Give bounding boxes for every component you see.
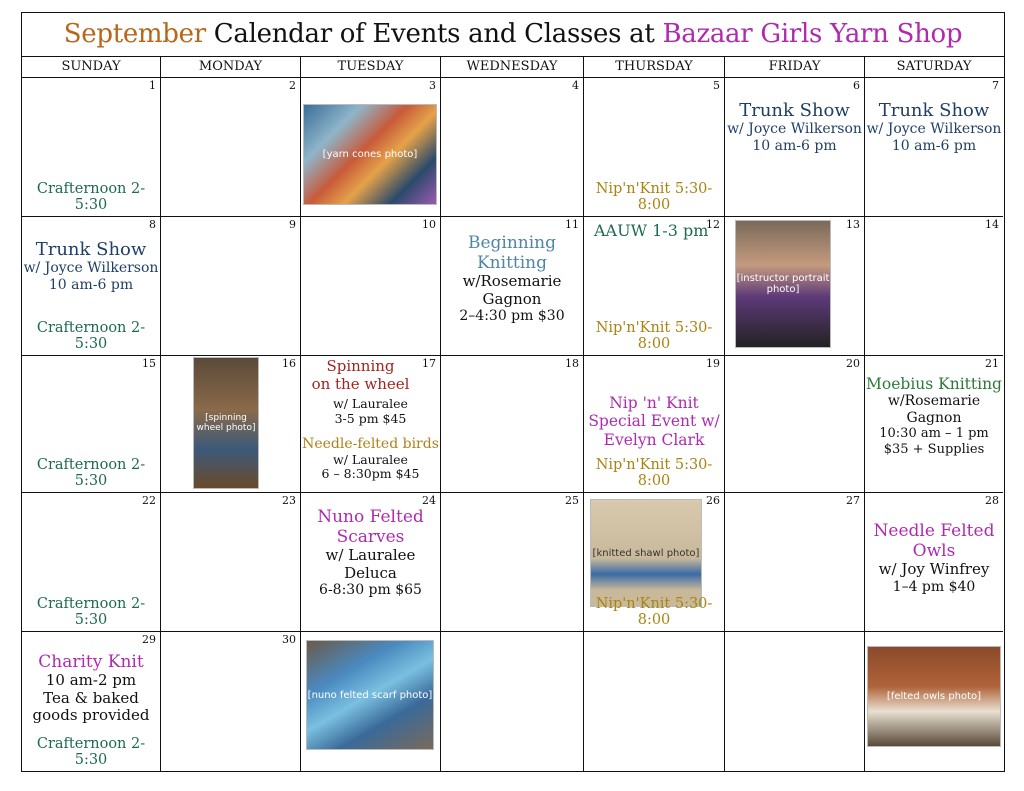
needle-felted-birds-event — [301, 436, 440, 482]
crafternoon-event: Crafternoon 2-5:30 — [36, 457, 146, 489]
crafternoon-event: Crafternoon 2-5:30 — [36, 736, 146, 768]
yarn-cones-photo: [yarn cones photo] — [303, 104, 437, 205]
calendar-title — [22, 13, 1004, 57]
day-cell-26 — [584, 493, 725, 632]
spinning-details — [301, 397, 440, 427]
day-cell-15 — [22, 356, 161, 493]
day-cell-13 — [725, 217, 865, 356]
day-cell-10 — [301, 217, 441, 356]
day-cell-6 — [725, 78, 865, 217]
day-cell-7 — [865, 78, 1003, 217]
beginning-knitting-event — [441, 233, 583, 325]
day-header-thursday: THURSDAY — [584, 56, 725, 77]
event-title: Nip 'n' Knit — [609, 394, 699, 412]
spinning-wheel-photo: [spinning wheel photo] — [193, 357, 259, 489]
event-title: Moebius Knitting — [866, 375, 1002, 393]
event-title: Beginning — [467, 233, 557, 253]
moebius-knitting-event — [865, 375, 1003, 457]
date-number: 25 — [565, 494, 579, 507]
event-description: goods provided — [32, 706, 150, 725]
day-header-friday: FRIDAY — [725, 56, 865, 77]
day-cell-21 — [865, 356, 1003, 493]
event-host: w/ Joyce Wilkerson — [23, 260, 159, 277]
date-number: 18 — [565, 357, 579, 370]
day-cell-14 — [865, 217, 1003, 356]
empty-cell — [441, 632, 584, 771]
date-number: 7 — [992, 79, 999, 92]
event-time: 10:30 am – 1 pm — [879, 426, 989, 442]
nip-n-knit-event: Nip'n'Knit 5:30-8:00 — [595, 181, 713, 213]
day-cell-20 — [725, 356, 865, 493]
day-header-saturday: SATURDAY — [896, 59, 972, 74]
event-title: Needle-felted birds — [302, 436, 439, 452]
date-number: 16 — [282, 357, 296, 370]
title-month: September — [63, 19, 206, 49]
knitted-shawl-photo: [knitted shawl photo] — [590, 499, 702, 607]
day-cell-1 — [22, 78, 161, 217]
nuno-felted-scarves-event — [301, 507, 440, 599]
weekday-header-row — [22, 56, 1004, 78]
nip-n-knit-event: Nip'n'Knit 5:30-8:00 — [595, 596, 713, 628]
nip-n-knit-event: Nip'n'Knit 5:30-8:00 — [595, 457, 713, 489]
date-number: 20 — [846, 357, 860, 370]
event-host: w/Rosemarie — [462, 272, 562, 291]
event-time: 10 am-6 pm — [891, 137, 977, 154]
event-title: Trunk Show — [35, 239, 147, 260]
date-number: 13 — [846, 218, 860, 231]
date-number: 11 — [565, 218, 579, 231]
date-number: 5 — [713, 79, 720, 92]
event-time: 10 am-6 pm — [48, 276, 134, 293]
day-cell-24 — [301, 493, 441, 632]
day-header-monday: MONDAY — [161, 56, 301, 77]
event-host: w/ Lauralee — [333, 396, 408, 411]
day-cell-27 — [725, 493, 865, 632]
event-title: Knitting — [476, 253, 548, 274]
date-number: 26 — [706, 494, 720, 507]
day-header-wednesday: WEDNESDAY — [441, 56, 584, 77]
day-cell-4 — [441, 78, 584, 217]
date-number: 30 — [282, 633, 296, 646]
trunk-show-event — [22, 239, 160, 293]
date-number: 1 — [149, 79, 156, 92]
event-description: Tea & baked — [43, 688, 139, 707]
date-number: 17 — [422, 357, 436, 370]
date-number: 19 — [706, 357, 720, 370]
empty-cell — [301, 632, 441, 771]
day-cell-5 — [584, 78, 725, 217]
needle-felted-owls-event — [865, 521, 1003, 595]
date-number: 6 — [853, 79, 860, 92]
aauw-event: AAUW 1-3 pm — [594, 221, 709, 240]
trunk-show-event — [725, 100, 864, 154]
event-title: Needle Felted — [873, 521, 995, 541]
date-number: 15 — [142, 357, 156, 370]
date-number: 2 — [289, 79, 296, 92]
event-title: Nuno Felted — [317, 507, 424, 527]
day-cell-19 — [584, 356, 725, 493]
date-number: 12 — [706, 218, 720, 231]
event-title: Scarves — [336, 527, 405, 548]
day-cell-12 — [584, 217, 725, 356]
date-number: 28 — [985, 494, 999, 507]
date-number: 8 — [149, 218, 156, 231]
day-cell-28 — [865, 493, 1003, 632]
date-number: 24 — [422, 494, 436, 507]
date-number: 22 — [142, 494, 156, 507]
day-cell-25 — [441, 493, 584, 632]
event-time-price: 1–4 pm $40 — [892, 578, 976, 595]
instructor-portrait-photo: [instructor portrait photo] — [735, 220, 831, 348]
date-number: 27 — [846, 494, 860, 507]
day-cell-16 — [161, 356, 301, 493]
nip-n-knit-event: Nip'n'Knit 5:30-8:00 — [595, 320, 713, 352]
event-time: 10 am-6 pm — [752, 137, 837, 154]
date-number: 23 — [282, 494, 296, 507]
date-number: 4 — [572, 79, 579, 92]
empty-cell — [865, 632, 1003, 771]
crafternoon-event: Crafternoon 2-5:30 — [36, 596, 146, 628]
calendar — [21, 12, 1005, 772]
day-cell-8 — [22, 217, 161, 356]
title-middle: Calendar of Events and Classes at — [205, 19, 663, 49]
date-number: 21 — [985, 357, 999, 370]
event-title: Trunk Show — [739, 100, 850, 121]
empty-cell — [725, 632, 865, 771]
event-host: w/ Joy Winfrey — [878, 560, 990, 579]
event-time-price: 6-8:30 pm $65 — [319, 582, 422, 599]
crafternoon-event: Crafternoon 2-5:30 — [36, 320, 146, 352]
day-header-sunday: SUNDAY — [22, 56, 161, 77]
event-price: $35 + Supplies — [883, 441, 985, 457]
event-host: Deluca — [344, 563, 397, 582]
event-time-price: 2–4:30 pm $30 — [459, 308, 565, 325]
event-host: w/ Joyce Wilkerson — [866, 121, 1002, 138]
day-cell-11 — [441, 217, 584, 356]
day-cell-30 — [161, 632, 301, 771]
charity-knit-event — [22, 652, 160, 725]
event-host: w/ Lauralee — [333, 451, 408, 467]
event-host: Gagnon — [482, 289, 542, 308]
event-time-price: 6 – 8:30pm $45 — [321, 466, 420, 482]
crafternoon-event: Crafternoon 2-5:30 — [36, 181, 146, 213]
special-event — [584, 394, 724, 449]
spinning-event — [301, 358, 420, 393]
felted-owls-photo: [felted owls photo] — [867, 646, 1001, 747]
date-number: 14 — [985, 218, 999, 231]
empty-cell — [584, 632, 725, 771]
day-header-tuesday: TUESDAY — [301, 56, 441, 77]
event-host: w/ Lauralee — [325, 546, 416, 565]
event-host: w/Rosemarie — [887, 393, 981, 410]
date-number: 3 — [429, 79, 436, 92]
event-title: on the wheel — [311, 374, 410, 393]
day-cell-17 — [301, 356, 441, 493]
event-title: Trunk Show — [878, 100, 990, 121]
day-cell-29 — [22, 632, 161, 771]
event-time: 10 am-2 pm — [45, 671, 137, 690]
title-shop-name: Bazaar Girls Yarn Shop — [662, 19, 963, 49]
date-number: 29 — [142, 633, 156, 646]
trunk-show-event — [865, 100, 1003, 154]
event-title: Owls — [912, 541, 956, 562]
event-time-price: 3-5 pm $45 — [334, 410, 407, 426]
day-cell-22 — [22, 493, 161, 632]
event-title: Special Event w/ — [588, 412, 720, 431]
event-host: w/ Joyce Wilkerson — [727, 121, 862, 138]
event-title: Spinning — [326, 357, 395, 375]
event-title: Charity Knit — [38, 652, 144, 672]
event-host: Gagnon — [906, 409, 962, 426]
day-cell-9 — [161, 217, 301, 356]
day-cell-3 — [301, 78, 441, 217]
nuno-scarf-photo: [nuno felted scarf photo] — [306, 640, 434, 750]
date-number: 10 — [422, 218, 436, 231]
day-cell-23 — [161, 493, 301, 632]
event-host: Evelyn Clark — [603, 430, 705, 449]
date-number: 9 — [289, 218, 296, 231]
day-cell-18 — [441, 356, 584, 493]
day-cell-2 — [161, 78, 301, 217]
